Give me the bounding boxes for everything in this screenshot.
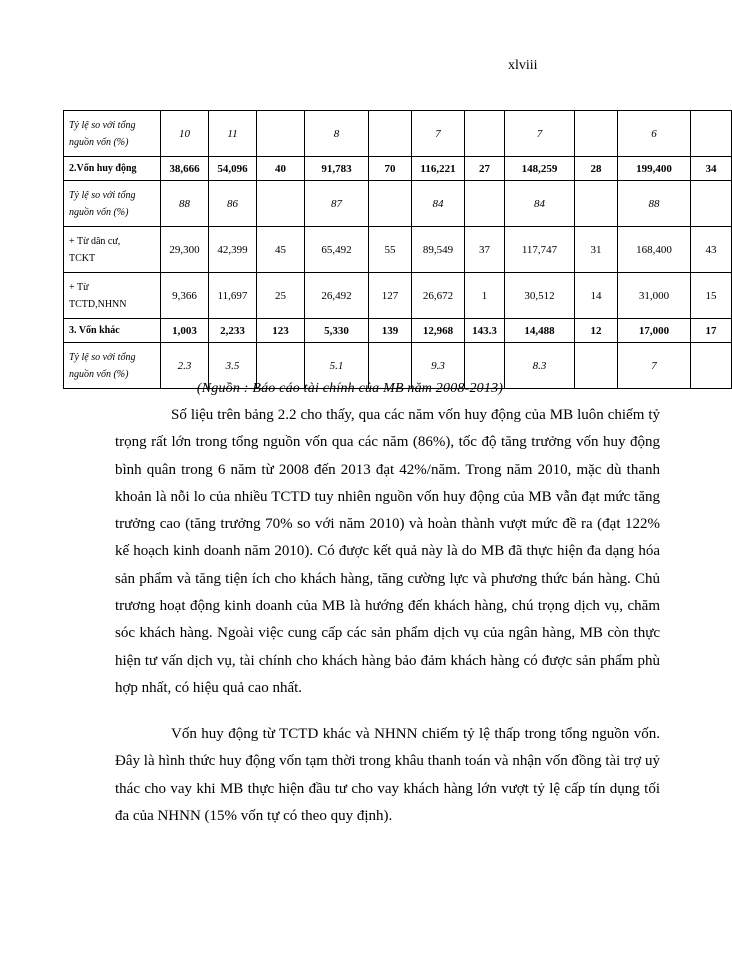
row-label xyxy=(64,319,161,343)
capital-structure-table xyxy=(63,110,732,389)
table-cell: 88 xyxy=(618,181,691,227)
paragraph-2: Vốn huy động từ TCTD khác và NHNN chiếm tỷ lệ thấp trong tổng nguồn vốn. Đây là hình thức huy động vốn tạm thời trong khâu thanh toán và nhận vốn đồng tài trợ uỷ thác cho vay khi MB thực hiện đầu tư cho vay khách hàng lớn vượt tỷ lệ cấp tín dụng tối đa của NHNN (15% vốn tự có theo quy định). xyxy=(115,726,660,824)
row-label-line: TCKT xyxy=(69,252,96,264)
table-cell: 139 xyxy=(369,319,412,343)
table-cell: 143.3 xyxy=(465,319,505,343)
table-cell: 7 xyxy=(412,111,465,157)
row-label-line: Tỷ lệ so với tổng xyxy=(69,351,136,363)
table-row xyxy=(64,227,732,273)
table-row xyxy=(64,157,732,181)
table-cell: 2.3 xyxy=(161,343,209,389)
table-cell: 26,672 xyxy=(412,273,465,319)
table-cell: 70 xyxy=(369,157,412,181)
table-cell: 17 xyxy=(691,319,732,343)
table-cell: 123 xyxy=(257,319,305,343)
table-cell xyxy=(369,111,412,157)
table-cell: 117,747 xyxy=(505,227,575,273)
table-cell: 9,366 xyxy=(161,273,209,319)
table-cell: 84 xyxy=(505,181,575,227)
table-cell: 30,512 xyxy=(505,273,575,319)
table-cell: 10 xyxy=(161,111,209,157)
page-number: xlviii xyxy=(508,58,538,73)
table-cell: 8.3 xyxy=(505,343,575,389)
table-cell: 65,492 xyxy=(305,227,369,273)
row-label-line: nguồn vốn (%) xyxy=(69,206,129,218)
table-cell: 40 xyxy=(257,157,305,181)
table-cell xyxy=(369,181,412,227)
row-label-line: TCTD,NHNN xyxy=(69,298,127,310)
row-label-line: 3. Vốn khác xyxy=(69,325,120,336)
table-cell xyxy=(465,111,505,157)
row-label-line: + Từ dân cư, xyxy=(69,235,121,247)
table-cell xyxy=(575,181,618,227)
table-cell: 87 xyxy=(305,181,369,227)
table-cell: 91,783 xyxy=(305,157,369,181)
table-cell: 42,399 xyxy=(209,227,257,273)
table-cell: 3.5 xyxy=(209,343,257,389)
table-cell: 12 xyxy=(575,319,618,343)
table-cell xyxy=(691,181,732,227)
table-cell: 34 xyxy=(691,157,732,181)
row-label-line: nguồn vốn (%) xyxy=(69,368,129,380)
table-cell: 2,233 xyxy=(209,319,257,343)
row-label-line: + Từ xyxy=(69,281,89,293)
table-cell xyxy=(257,181,305,227)
table-cell xyxy=(691,111,732,157)
table-cell: 29,300 xyxy=(161,227,209,273)
table-cell: 88 xyxy=(161,181,209,227)
row-label xyxy=(64,227,161,273)
table-cell: 5.1 xyxy=(305,343,369,389)
table-cell xyxy=(465,181,505,227)
table-row xyxy=(64,273,732,319)
table-cell xyxy=(257,111,305,157)
table-cell: 8 xyxy=(305,111,369,157)
table-cell: 1,003 xyxy=(161,319,209,343)
table-row xyxy=(64,111,732,157)
table-cell: 7 xyxy=(505,111,575,157)
table-cell: 31,000 xyxy=(618,273,691,319)
row-label xyxy=(64,181,161,227)
table-cell: 14 xyxy=(575,273,618,319)
table-cell: 86 xyxy=(209,181,257,227)
table-cell: 38,666 xyxy=(161,157,209,181)
table-cell xyxy=(575,111,618,157)
row-label-line: 2.Vốn huy động xyxy=(69,163,137,174)
table-cell: 17,000 xyxy=(618,319,691,343)
table-cell: 84 xyxy=(412,181,465,227)
table-cell: 9.3 xyxy=(412,343,465,389)
row-label-line: Tỷ lệ so với tổng xyxy=(69,189,136,201)
table-cell: 168,400 xyxy=(618,227,691,273)
table-cell: 43 xyxy=(691,227,732,273)
row-label xyxy=(64,111,161,157)
table-cell: 14,488 xyxy=(505,319,575,343)
table-row xyxy=(64,181,732,227)
row-label-line: Tỷ lệ so với tổng xyxy=(69,119,136,131)
row-label xyxy=(64,157,161,181)
table-cell: 37 xyxy=(465,227,505,273)
table-cell: 89,549 xyxy=(412,227,465,273)
table-cell: 28 xyxy=(575,157,618,181)
source-note: (Nguồn : Báo cáo tài chính của MB năm 2008-2013) xyxy=(196,381,504,396)
table-cell: 5,330 xyxy=(305,319,369,343)
row-label xyxy=(64,273,161,319)
table-cell: 7 xyxy=(618,343,691,389)
table-cell: 148,259 xyxy=(505,157,575,181)
table-cell: 11 xyxy=(209,111,257,157)
table-cell: 31 xyxy=(575,227,618,273)
table-cell: 127 xyxy=(369,273,412,319)
paragraph-1: Số liệu trên bảng 2.2 cho thấy, qua các năm vốn huy động của MB luôn chiếm tỷ trọng rất lớn trong tổng nguồn vốn qua các năm (86%), tốc độ tăng trưởng vốn huy động bình quân trong 6 năm từ 2008 đến 2013 đạt 42%/năm. Trong năm 2010, mặc dù thanh khoản là nỗi lo của nhiều TCTD tuy nhiên nguồn vốn huy động của MB vẫn đạt mức tăng trưởng cao (tăng trưởng 70% so với năm 2010) và hoàn thành vượt mức đề ra (đạt 122% kế hoạch kinh doanh năm 2010). Có được kết quả này là do MB đã thực hiện đa dạng hóa sản phẩm và tăng tiện ích cho khách hàng, tăng cường lực và phương thức bán hàng. Chủ trương hoạt động kinh doanh của MB là hướng đến khách hàng, chú trọng dịch vụ, chăm sóc khách hàng. Ngoài việc cung cấp các sản phẩm dịch vụ của ngân hàng, MB còn thực hiện tư vấn dịch vụ, tài chính cho khách hàng bảo đảm khách hàng có được sản phẩm phù hợp nhất, có hiệu quả cao nhất. xyxy=(115,407,660,696)
table-cell: 1 xyxy=(465,273,505,319)
table-cell: 6 xyxy=(618,111,691,157)
table-cell: 12,968 xyxy=(412,319,465,343)
table-row xyxy=(64,319,732,343)
table-cell: 54,096 xyxy=(209,157,257,181)
table-cell: 45 xyxy=(257,227,305,273)
table-cell: 11,697 xyxy=(209,273,257,319)
table-cell: 116,221 xyxy=(412,157,465,181)
table-cell: 15 xyxy=(691,273,732,319)
row-label-line: nguồn vốn (%) xyxy=(69,136,129,148)
table-cell: 199,400 xyxy=(618,157,691,181)
table-cell: 55 xyxy=(369,227,412,273)
table-cell: 27 xyxy=(465,157,505,181)
table-cell: 26,492 xyxy=(305,273,369,319)
table-cell: 25 xyxy=(257,273,305,319)
